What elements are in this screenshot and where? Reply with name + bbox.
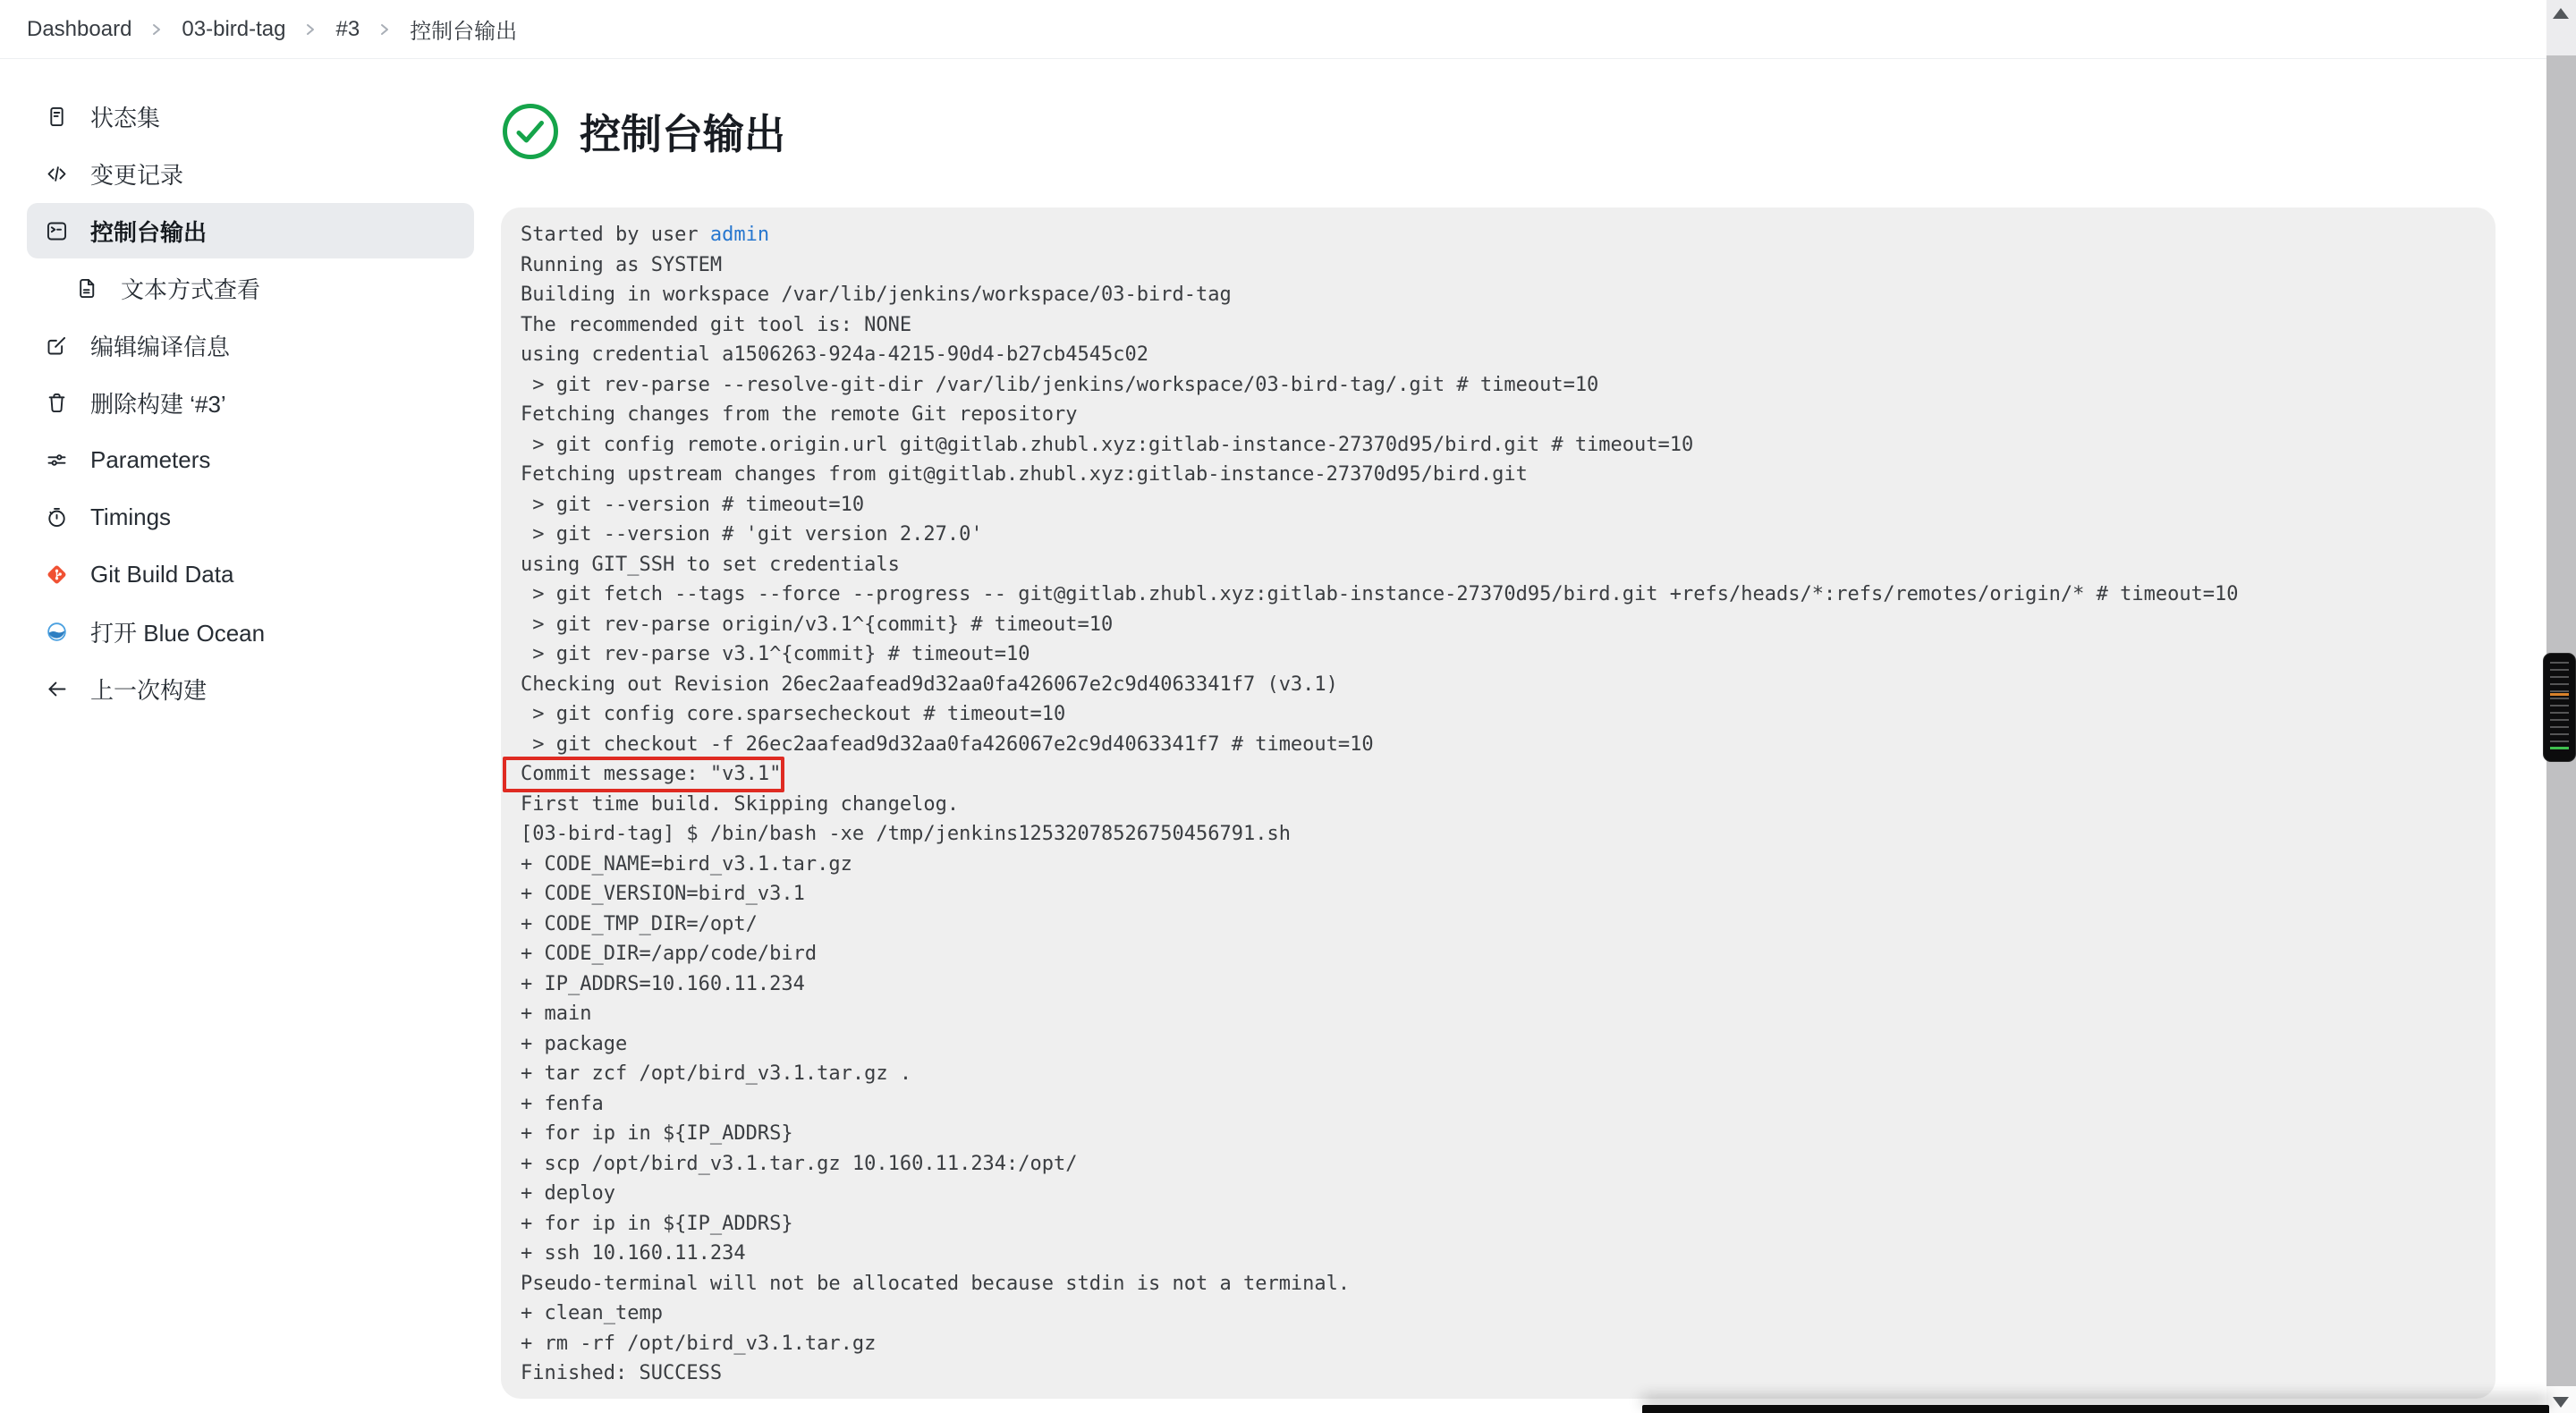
page-title-row xyxy=(501,99,2576,164)
console-line xyxy=(521,1329,2478,1359)
console-text: + fenfa xyxy=(521,1092,604,1115)
console-text: The recommended git tool is: NONE xyxy=(521,313,912,336)
console-text: > git --version # timeout=10 xyxy=(521,493,865,516)
sidebar-item-label: Timings xyxy=(90,503,172,530)
console-line xyxy=(521,580,2478,610)
main-content xyxy=(501,59,2576,1413)
text-file-icon xyxy=(75,276,99,300)
console-text: > git --version # 'git version 2.27.0' xyxy=(521,523,983,546)
console-line xyxy=(521,400,2478,430)
arrow-left-icon xyxy=(45,677,69,701)
git-icon xyxy=(45,563,69,587)
console-line xyxy=(521,370,2478,401)
scrollbar-top-cap xyxy=(2546,0,2576,55)
console-text: > git config core.sparsecheckout # timeout=10 xyxy=(521,703,1066,725)
breadcrumb-item-1[interactable]: 03-bird-tag xyxy=(182,16,286,41)
background-window-edge[interactable] xyxy=(1642,1405,2549,1413)
console-line xyxy=(521,1299,2478,1329)
console-line xyxy=(521,1358,2478,1389)
console-text: > git checkout -f 26ec2aafead9d32aa0fa426067e2c9d4063341f7 # timeout=10 xyxy=(521,732,1374,756)
scrollbar-thumb-stripes xyxy=(2550,662,2569,753)
console-line xyxy=(521,639,2478,670)
console-text: + rm -rf /opt/bird_v3.1.tar.gz xyxy=(521,1332,877,1355)
console-line xyxy=(521,879,2478,910)
console-text: Finished: SUCCESS xyxy=(521,1362,723,1384)
console-line xyxy=(521,250,2478,281)
console-text: + CODE_DIR=/app/code/bird xyxy=(521,943,818,965)
console-text: First time build. Skipping changelog. xyxy=(521,792,960,816)
console-text: Pseudo-terminal will not be allocated because stdin is not a terminal. xyxy=(521,1272,1351,1295)
sidebar xyxy=(0,59,501,1413)
console-text: Commit message: "v3.1" xyxy=(521,763,782,785)
sidebar-item-label: 变更记录 xyxy=(90,161,184,189)
console-line xyxy=(521,1179,2478,1209)
console-line xyxy=(521,490,2478,520)
sidebar-item-changes[interactable] xyxy=(27,146,474,201)
top-bar xyxy=(0,0,2576,59)
console-text: > git rev-parse --resolve-git-dir /var/lib/jenkins/workspace/03-bird-tag/.git # timeout=10 xyxy=(521,373,1599,396)
console-line xyxy=(521,1149,2478,1180)
success-check-icon xyxy=(501,102,560,161)
console-text: > git config remote.origin.url git@gitlab.zhubl.xyz:gitlab-instance-27370d95/bird.git # timeout=10 xyxy=(521,433,1694,456)
console-text: Fetching changes from the remote Git repository xyxy=(521,403,1078,426)
console-text: Building in workspace /var/lib/jenkins/workspace/03-bird-tag xyxy=(521,283,1232,306)
console-output xyxy=(501,207,2496,1399)
console-text: + package xyxy=(521,1032,628,1055)
page-title: 控制台输出 xyxy=(580,111,785,157)
console-text: + scp /opt/bird_v3.1.tar.gz 10.160.11.234:/opt/ xyxy=(521,1152,1078,1175)
user-link[interactable]: admin xyxy=(709,224,770,246)
console-text: + for ip in ${IP_ADDRS} xyxy=(521,1212,793,1235)
scrollbar-orange-mark xyxy=(2550,693,2569,696)
console-text: Fetching upstream changes from git@gitlab.zhubl.xyz:gitlab-instance-27370d95/bird.git xyxy=(521,463,1528,486)
breadcrumb-item-2[interactable]: #3 xyxy=(335,16,360,41)
console-text: Started by user xyxy=(521,224,710,246)
console-text: + deploy xyxy=(521,1182,615,1205)
console-line xyxy=(521,340,2478,370)
sidebar-item-console-output[interactable] xyxy=(27,203,474,258)
console-line xyxy=(521,759,2478,790)
console-line xyxy=(521,310,2478,341)
console-line xyxy=(521,460,2478,490)
blue-ocean-icon xyxy=(45,620,69,644)
console-line xyxy=(521,699,2478,730)
console-text: + ssh 10.160.11.234 xyxy=(521,1242,746,1265)
console-line xyxy=(521,999,2478,1029)
sidebar-item-label: Parameters xyxy=(90,445,211,473)
console-line xyxy=(521,280,2478,310)
console-line xyxy=(521,1269,2478,1299)
code-changes-icon xyxy=(45,162,69,186)
console-line xyxy=(521,910,2478,940)
console-line xyxy=(521,520,2478,550)
status-doc-icon xyxy=(45,105,69,129)
console-line xyxy=(521,610,2478,640)
console-line xyxy=(521,1119,2478,1149)
console-line xyxy=(521,670,2478,700)
sidebar-item-git-build-data[interactable] xyxy=(27,546,474,602)
sidebar-item-label: 删除构建 ‘#3’ xyxy=(90,390,226,418)
console-line xyxy=(521,1209,2478,1240)
console-line xyxy=(521,850,2478,880)
console-line xyxy=(521,939,2478,969)
sidebar-item-previous-build[interactable] xyxy=(27,661,474,716)
sidebar-item-label: Git Build Data xyxy=(90,560,234,588)
scroll-down-arrow-icon[interactable] xyxy=(2553,1397,2569,1408)
console-text: using credential a1506263-924a-4215-90d4-b27cb4545c02 xyxy=(521,343,1148,366)
breadcrumb xyxy=(27,13,517,45)
console-text: + CODE_TMP_DIR=/opt/ xyxy=(521,912,758,935)
sliders-icon xyxy=(45,448,69,472)
sidebar-item-label: 控制台输出 xyxy=(90,218,208,246)
breadcrumb-item-0[interactable]: Dashboard xyxy=(27,16,132,41)
sidebar-item-open-blue-ocean[interactable] xyxy=(27,604,474,659)
console-line xyxy=(521,1029,2478,1060)
console-text: Running as SYSTEM xyxy=(521,253,723,276)
scrollbar-green-mark xyxy=(2550,747,2569,749)
console-line xyxy=(521,1089,2478,1120)
console-line xyxy=(521,790,2478,820)
terminal-icon xyxy=(45,219,69,243)
scroll-up-arrow-icon[interactable] xyxy=(2553,8,2569,19)
console-text: [03-bird-tag] $ /bin/bash -xe /tmp/jenkins12532078526750456791.sh xyxy=(521,823,1291,845)
console-line xyxy=(521,1239,2478,1269)
sidebar-item-label: 编辑编译信息 xyxy=(90,333,231,360)
page-scrollbar[interactable] xyxy=(2546,0,2576,1413)
console-text: > git rev-parse origin/v3.1^{commit} # timeout=10 xyxy=(521,613,1114,636)
sidebar-item-parameters[interactable] xyxy=(27,432,474,487)
annotated-console-line xyxy=(521,759,781,790)
stopwatch-icon xyxy=(45,505,69,529)
sidebar-item-delete-build[interactable] xyxy=(27,375,474,430)
console-text: Checking out Revision 26ec2aafead9d32aa0fa426067e2c9d4063341f7 (v3.1) xyxy=(521,673,1338,696)
content-row xyxy=(0,59,2576,1413)
console-line xyxy=(521,819,2478,850)
console-text: using GIT_SSH to set credentials xyxy=(521,553,900,576)
sidebar-item-status[interactable] xyxy=(27,89,474,144)
chevron-right-icon xyxy=(304,21,317,38)
console-text: > git fetch --tags --force --progress -- git@gitlab.zhubl.xyz:gitlab-instance-27370d95/bird.git +refs/heads/*:refs/remotes/origin/* # timeout=10 xyxy=(521,583,2239,605)
sidebar-item-view-as-text[interactable] xyxy=(57,260,474,316)
scrollbar-thumb[interactable] xyxy=(2543,653,2576,762)
console-line xyxy=(521,1059,2478,1089)
console-text: + IP_ADDRS=10.160.11.234 xyxy=(521,972,805,995)
console-line xyxy=(521,220,2478,250)
console-line xyxy=(521,550,2478,580)
console-text: > git rev-parse v3.1^{commit} # timeout=10 xyxy=(521,643,1030,665)
console-text: + for ip in ${IP_ADDRS} xyxy=(521,1122,793,1145)
console-text: + CODE_NAME=bird_v3.1.tar.gz xyxy=(521,852,852,876)
console-text: + tar zcf /opt/bird_v3.1.tar.gz . xyxy=(521,1062,912,1085)
edit-icon xyxy=(45,334,69,358)
chevron-right-icon xyxy=(378,21,391,38)
console-line xyxy=(521,969,2478,1000)
sidebar-item-label: 状态集 xyxy=(90,104,161,131)
sidebar-item-label: 打开 Blue Ocean xyxy=(90,619,266,647)
sidebar-item-label: 上一次构建 xyxy=(90,676,208,704)
console-line xyxy=(521,430,2478,461)
console-text: + CODE_VERSION=bird_v3.1 xyxy=(521,883,805,905)
breadcrumb-item-3[interactable]: 控制台输出 xyxy=(410,20,518,44)
console-text: + clean_temp xyxy=(521,1302,663,1324)
scrollbar-bottom-cap xyxy=(2546,1386,2576,1413)
sidebar-item-label: 文本方式查看 xyxy=(121,275,261,303)
trash-icon xyxy=(45,391,69,415)
console-text: + main xyxy=(521,1003,592,1025)
chevron-right-icon xyxy=(150,21,163,38)
sidebar-item-edit-build-info[interactable] xyxy=(27,317,474,373)
sidebar-item-timings[interactable] xyxy=(27,489,474,545)
console-line xyxy=(521,730,2478,760)
